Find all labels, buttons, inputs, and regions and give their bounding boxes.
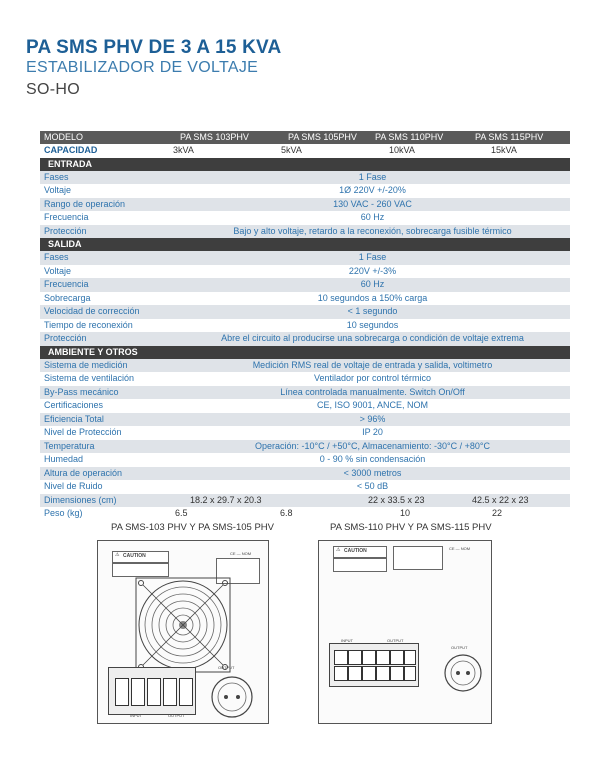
spec-label: Velocidad de corrección [44,306,140,316]
capacity-value: 5kVA [281,145,302,155]
spec-row [40,399,570,413]
spec-row [40,171,570,185]
spec-label: Protección [44,225,87,236]
capacity-value: 10kVA [389,145,415,155]
model-name: PA SMS 105PHV [288,132,357,142]
spec-value: 10 segundos a 150% carga [317,292,428,303]
terminal-screw [362,666,376,681]
caution-text: CAUTION [344,548,367,554]
spec-row [40,265,570,279]
spec-value: Operación: -10°C / +50°C, Almacenamiento: -30°C / +80°C [254,440,490,451]
spec-label: Voltaje [44,265,72,276]
output-socket-label: OUTPUT [218,665,235,670]
terminal-screw [131,678,145,706]
fan-grille-icon [133,575,233,675]
product-line: SO-HO [26,81,80,98]
warning-icon: ⚠ [336,547,341,553]
capacity-label: CAPACIDAD [44,145,98,155]
output-label: OUTPUT [168,713,185,718]
weight-label: Peso (kg) [44,508,83,518]
spec-label: Frecuencia [44,279,89,289]
capacity-value: 15kVA [491,145,517,155]
spec-value: Ventilador por control térmico [313,373,432,383]
spec-label: Altura de operación [44,467,123,478]
terminal-screw [163,678,177,706]
dimensions-value: 42.5 x 22 x 23 [472,494,529,505]
spec-label: Rango de operación [44,198,126,209]
spec-row [40,386,570,400]
spec-row [40,278,570,292]
spec-row [40,440,570,454]
capacity-row [40,144,570,158]
terminal-screw [348,666,362,681]
terminal-screw [147,678,161,706]
terminal-screw [115,678,129,706]
dimensions-value: 22 x 33.5 x 23 [368,494,425,505]
weight-row [40,507,570,521]
spec-value: CE, ISO 9001, ANCE, NOM [316,400,429,410]
terminal-screw [390,650,404,665]
spec-table [40,131,570,521]
terminal-screw [348,650,362,665]
terminal-screw [376,666,390,681]
terminal-screw [334,666,348,681]
spec-value: Bajo y alto voltaje, retardo a la reconexión, sobrecarga fusible térmico [233,225,512,236]
right-figure-caption: PA SMS-110 PHV Y PA SMS-115 PHV [330,522,492,533]
terminal-screw [179,678,193,706]
spec-row [40,211,570,225]
spec-label: Certificaciones [44,400,104,410]
page-title: PA SMS PHV DE 3 A 15 KVA [26,37,282,58]
rating-plate [393,546,443,570]
caution-detail-box [333,558,387,572]
spec-value: 220V +/-3% [348,265,397,276]
spec-value: < 50 dB [356,481,389,491]
input-label: INPUT [341,638,353,643]
ce-nom-mark: CE — NOM [230,551,252,556]
spec-label: Voltaje [44,185,72,195]
caution-label [333,546,387,558]
spec-value: Medición RMS real de voltaje de entrada y salida, voltimetro [252,359,493,370]
spec-value: 60 Hz [360,279,385,289]
spec-label: Sistema de ventilación [44,373,135,383]
spec-row [40,332,570,346]
spec-row [40,225,570,239]
spec-value: Abre el circuito al producirse una sobrecarga o condición de voltaje extrema [221,333,524,343]
spec-row [40,319,570,333]
spec-value: 1 Fase [358,171,387,182]
terminal-block [108,667,196,715]
spec-row [40,426,570,440]
spec-row [40,453,570,467]
spec-value: IP 20 [362,427,383,437]
weight-value: 6.8 [280,508,293,518]
weight-value: 6.5 [175,508,188,518]
spec-value: < 1 segundo [347,306,398,316]
page-subtitle: ESTABILIZADOR DE VOLTAJE [26,59,259,76]
model-header-row [40,131,570,144]
terminal-screw [404,650,416,665]
weight-value: 22 [492,508,503,518]
spec-value: 1Ø 220V +/-20% [339,185,406,195]
output-socket-icon [441,651,485,695]
input-label: INPUT [130,713,142,718]
spec-label: Temperatura [44,440,95,451]
spec-row [40,467,570,481]
output-label: OUTPUT [387,638,404,643]
spec-value: 130 VAC - 260 VAC [333,198,412,209]
model-label: MODELO [44,132,84,142]
spec-row [40,184,570,198]
spec-label: Sistema de medición [44,359,128,370]
spec-value: 1 Fase [358,252,387,262]
section-header-input: ENTRADA [40,158,570,171]
spec-value: 60 Hz [360,212,385,222]
terminal-screw [404,666,416,681]
spec-value: Línea controlada manualmente. Switch On/Off [280,386,465,397]
weight-value: 10 [400,508,411,518]
model-name: PA SMS 115PHV [475,132,544,142]
model-name: PA SMS 103PHV [180,132,249,142]
left-unit-back-panel [97,540,269,724]
spec-label: Sobrecarga [44,292,91,303]
terminal-screw [362,650,376,665]
spec-label: Humedad [44,454,84,464]
spec-label: Nivel de Protección [44,427,122,437]
spec-row [40,413,570,427]
spec-row [40,198,570,212]
terminal-screw [376,650,390,665]
spec-label: Fases [44,252,69,262]
caution-label [112,551,169,563]
spec-value: 0 - 90 % sin condensación [319,454,426,464]
spec-label: Frecuencia [44,212,89,222]
spec-value: 10 segundos [346,319,399,330]
spec-label: By-Pass mecánico [44,386,119,397]
spec-row [40,372,570,386]
dimensions-row [40,494,570,508]
spec-label: Nivel de Ruido [44,481,103,491]
caution-text: CAUTION [123,553,146,559]
spec-label: Tiempo de reconexión [44,319,133,330]
left-figure-caption: PA SMS-103 PHV Y PA SMS-105 PHV [111,522,274,533]
spec-label: Eficiencia Total [44,413,104,424]
spec-row [40,480,570,494]
spec-value: > 96% [359,413,386,424]
dimensions-value: 18.2 x 29.7 x 20.3 [190,494,262,505]
output-socket-icon [208,673,256,721]
spec-row [40,292,570,306]
spec-label: Protección [44,333,87,343]
right-unit-back-panel [318,540,492,724]
terminal-screw [334,650,348,665]
terminal-screw [390,666,404,681]
dimensions-label: Dimensiones (cm) [44,494,117,505]
terminal-block [329,643,419,687]
output-socket-label: OUTPUT [451,645,468,650]
spec-row [40,251,570,265]
section-header-environment: AMBIENTE Y OTROS [40,346,570,359]
section-header-output: SALIDA [40,238,570,251]
capacity-value: 3kVA [173,145,194,155]
warning-icon: ⚠ [115,552,120,558]
ce-nom-mark: CE — NOM [449,546,471,551]
spec-label: Fases [44,171,69,182]
model-name: PA SMS 110PHV [375,132,444,142]
spec-row [40,359,570,373]
spec-value: < 3000 metros [343,467,402,478]
spec-row [40,305,570,319]
